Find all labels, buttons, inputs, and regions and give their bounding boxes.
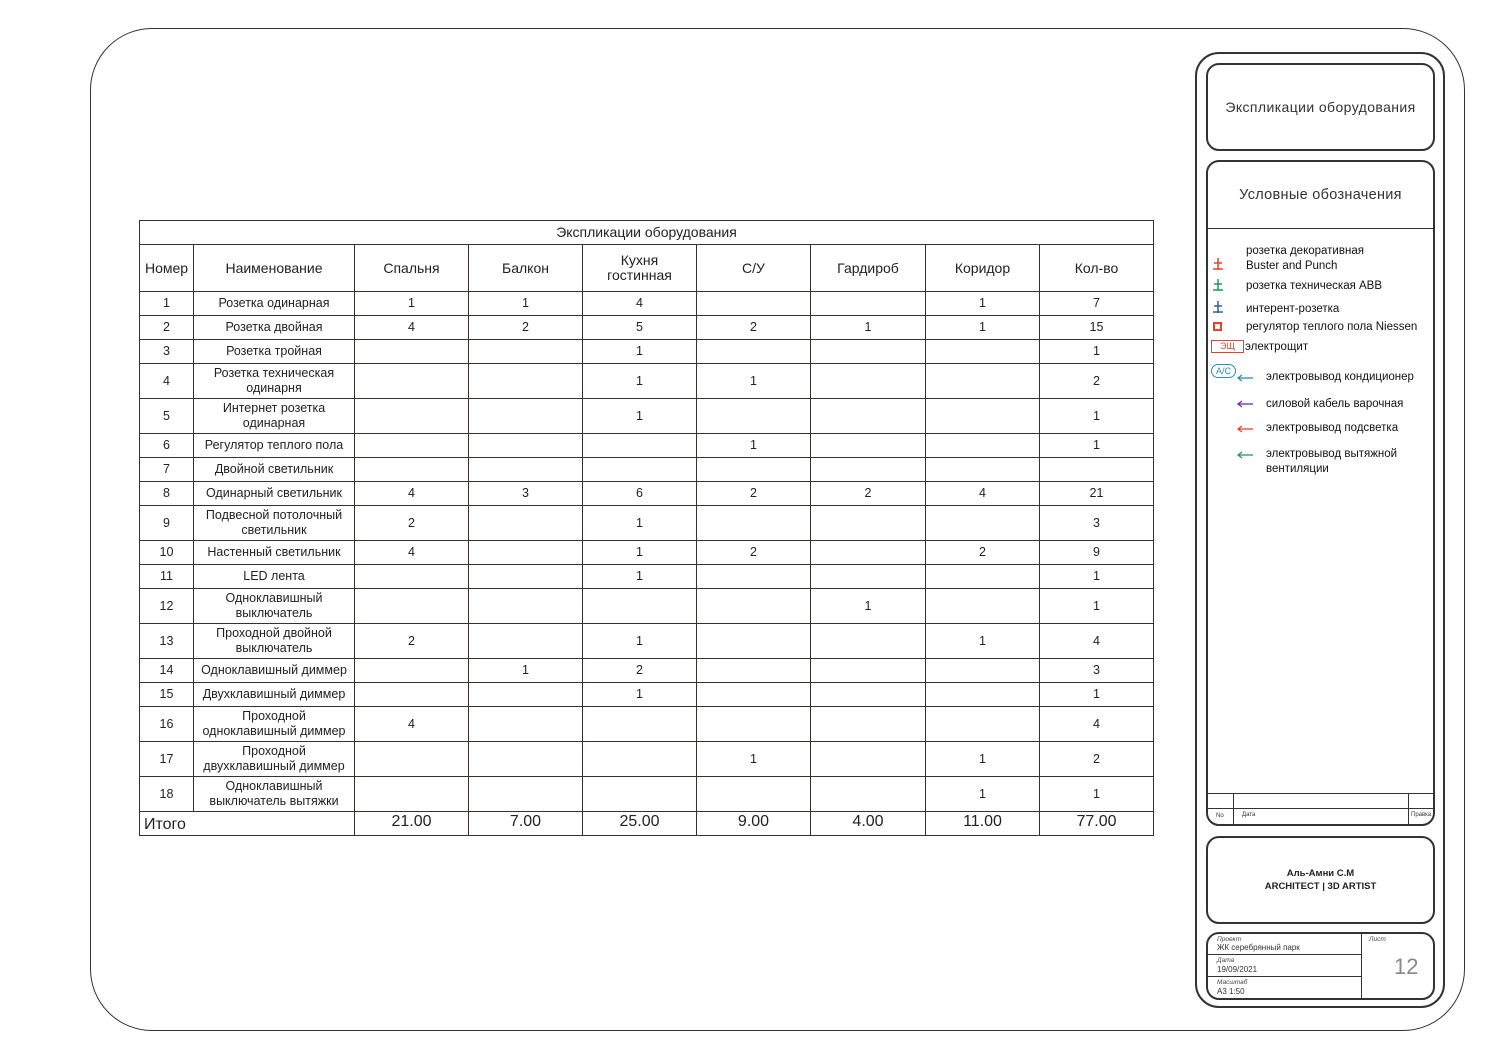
row-number: 6 <box>140 434 194 458</box>
cell-value <box>697 458 811 482</box>
legend-label: розетка техническая ABB <box>1246 280 1383 292</box>
cell-value <box>697 683 811 707</box>
row-name: Проходной двойной выключатель <box>194 624 355 659</box>
sheet-title: Экспликации оборудования <box>1206 63 1435 151</box>
decorative-socket-icon <box>1213 258 1223 270</box>
cell-value: 2 <box>811 482 926 506</box>
row-name: Розетка двойная <box>194 316 355 340</box>
cell-value <box>355 777 469 812</box>
row-name: Подвесной потолочный светильник <box>194 506 355 541</box>
legend-panel <box>1206 160 1435 826</box>
cell-value <box>355 565 469 589</box>
cell-value <box>926 434 1040 458</box>
total-cell: 77.00 <box>1040 812 1154 836</box>
cell-value: 1 <box>697 364 811 399</box>
cell-value: 3 <box>469 482 583 506</box>
cell-value: 7 <box>1040 292 1154 316</box>
total-label: Итого <box>140 812 355 836</box>
cell-value: 1 <box>926 316 1040 340</box>
row-name: Одноклавишный диммер <box>194 659 355 683</box>
cell-value: 2 <box>355 506 469 541</box>
col-header: Кухня гостинная <box>583 245 697 292</box>
legend-label: электровывод вытяжной <box>1266 448 1398 460</box>
col-header: Балкон <box>469 245 583 292</box>
sheet-label: Лист <box>1369 936 1386 943</box>
cell-value: 1 <box>811 316 926 340</box>
cell-value <box>926 589 1040 624</box>
cell-value <box>926 683 1040 707</box>
row-name: Проходной одноклавишный диммер <box>194 707 355 742</box>
table-row <box>140 340 1154 364</box>
cell-value: 4 <box>355 541 469 565</box>
project-label: Проект <box>1217 936 1242 943</box>
revision-row <box>1208 793 1433 824</box>
row-number: 8 <box>140 482 194 506</box>
table-row <box>140 683 1154 707</box>
col-header: Спальня <box>355 245 469 292</box>
legend-label: силовой кабель варочная <box>1266 398 1404 410</box>
table-row <box>140 589 1154 624</box>
row-number: 12 <box>140 589 194 624</box>
author-role: ARCHITECT | 3D ARTIST <box>1264 881 1377 892</box>
date-label: Дата <box>1217 957 1235 964</box>
row-number: 10 <box>140 541 194 565</box>
cell-value: 2 <box>697 316 811 340</box>
cell-value: 2 <box>697 541 811 565</box>
cell-value <box>469 565 583 589</box>
cell-value <box>469 399 583 434</box>
table-row <box>140 506 1154 541</box>
total-cell: 4.00 <box>811 812 926 836</box>
ac-outlet-icon: A/C <box>1211 364 1236 378</box>
cell-value <box>469 434 583 458</box>
cell-value: 1 <box>583 541 697 565</box>
cell-value <box>469 541 583 565</box>
row-name: Розетка техническая одинарня <box>194 364 355 399</box>
cell-value: 21 <box>1040 482 1154 506</box>
cell-value <box>355 364 469 399</box>
cell-value <box>583 777 697 812</box>
electrical-panel-icon: ЭЩ <box>1211 340 1244 353</box>
cell-value <box>355 458 469 482</box>
cell-value <box>469 742 583 777</box>
table-row <box>140 316 1154 340</box>
cell-value: 2 <box>1040 742 1154 777</box>
cell-value: 9 <box>1040 541 1154 565</box>
cell-value: 4 <box>355 707 469 742</box>
cell-value <box>469 777 583 812</box>
row-number: 11 <box>140 565 194 589</box>
cell-value: 1 <box>583 565 697 589</box>
cell-value <box>1040 458 1154 482</box>
cell-value: 4 <box>355 482 469 506</box>
cell-value <box>697 340 811 364</box>
cell-value <box>583 434 697 458</box>
total-cell: 11.00 <box>926 812 1040 836</box>
cell-value <box>811 565 926 589</box>
legend-label: интерент-розетка <box>1246 303 1340 315</box>
cell-value <box>583 589 697 624</box>
table-row <box>140 742 1154 777</box>
row-name: Одноклавишный выключатель вытяжки <box>194 777 355 812</box>
col-header: Номер <box>140 245 194 292</box>
row-name: Двойной светильник <box>194 458 355 482</box>
row-number: 7 <box>140 458 194 482</box>
cell-value <box>469 589 583 624</box>
cell-value <box>811 659 926 683</box>
cell-value <box>469 458 583 482</box>
table-row <box>140 541 1154 565</box>
cell-value <box>811 624 926 659</box>
table-row <box>140 707 1154 742</box>
cell-value: 2 <box>926 541 1040 565</box>
cell-value <box>811 541 926 565</box>
cell-value: 15 <box>1040 316 1154 340</box>
cell-value: 1 <box>1040 777 1154 812</box>
scale-value: А3 1:50 <box>1217 987 1245 996</box>
scale-label: Масштаб <box>1217 979 1248 986</box>
row-name: Розетка одинарная <box>194 292 355 316</box>
cell-value: 1 <box>926 742 1040 777</box>
cell-value <box>811 292 926 316</box>
cell-value <box>811 777 926 812</box>
cell-value: 3 <box>1040 506 1154 541</box>
floor-heating-regulator-icon <box>1213 322 1222 331</box>
cell-value: 3 <box>1040 659 1154 683</box>
cell-value <box>697 777 811 812</box>
col-header: Наименование <box>194 245 355 292</box>
table-row <box>140 292 1154 316</box>
cell-value <box>355 659 469 683</box>
rev-edit-label: Правка <box>1411 812 1432 818</box>
cell-value <box>697 707 811 742</box>
row-number: 15 <box>140 683 194 707</box>
cell-value <box>926 506 1040 541</box>
col-header: Коридор <box>926 245 1040 292</box>
table-row <box>140 458 1154 482</box>
cell-value <box>469 340 583 364</box>
cell-value <box>811 364 926 399</box>
cell-value: 1 <box>811 589 926 624</box>
cell-value: 1 <box>697 434 811 458</box>
row-number: 16 <box>140 707 194 742</box>
cell-value: 1 <box>583 506 697 541</box>
cell-value <box>469 624 583 659</box>
row-number: 1 <box>140 292 194 316</box>
cell-value <box>469 683 583 707</box>
legend-label: регулятор теплого пола Niessen <box>1246 321 1418 333</box>
rev-date-label: Дата <box>1242 812 1256 818</box>
legend-label: розетка декоративная <box>1246 245 1364 257</box>
legend-label: электровывод кондиционер <box>1266 371 1414 383</box>
cell-value: 4 <box>926 482 1040 506</box>
cell-value: 1 <box>1040 589 1154 624</box>
cell-value: 1 <box>469 292 583 316</box>
row-number: 18 <box>140 777 194 812</box>
total-cell: 7.00 <box>469 812 583 836</box>
cell-value <box>926 707 1040 742</box>
total-cell: 25.00 <box>583 812 697 836</box>
power-cable-arrow-icon <box>1236 400 1254 408</box>
row-name: Розетка тройная <box>194 340 355 364</box>
row-name: Интернет розетка одинарная <box>194 399 355 434</box>
cell-value <box>926 565 1040 589</box>
legend-label: электрощит <box>1245 341 1309 353</box>
cell-value: 1 <box>355 292 469 316</box>
cell-value: 1 <box>926 777 1040 812</box>
cell-value <box>355 340 469 364</box>
legend-title: Условные обозначения <box>1208 162 1433 229</box>
row-name: Проходной двухклавишный диммер <box>194 742 355 777</box>
table-row <box>140 434 1154 458</box>
sheet-number: 12 <box>1394 954 1419 979</box>
cell-value: 1 <box>1040 340 1154 364</box>
row-number: 14 <box>140 659 194 683</box>
cell-value: 1 <box>926 624 1040 659</box>
row-number: 5 <box>140 399 194 434</box>
cell-value <box>811 742 926 777</box>
author-panel <box>1206 836 1435 924</box>
table-row <box>140 777 1154 812</box>
technical-socket-icon <box>1213 279 1223 291</box>
cell-value <box>355 589 469 624</box>
row-number: 9 <box>140 506 194 541</box>
cell-value <box>697 589 811 624</box>
cell-value: 4 <box>1040 707 1154 742</box>
cell-value: 1 <box>583 364 697 399</box>
col-header: С/У <box>697 245 811 292</box>
project-info-panel <box>1206 932 1435 1000</box>
cell-value: 5 <box>583 316 697 340</box>
cell-value: 6 <box>583 482 697 506</box>
row-name: Настенный светильник <box>194 541 355 565</box>
cell-value: 4 <box>355 316 469 340</box>
equipment-table <box>139 220 1154 836</box>
cell-value <box>811 707 926 742</box>
legend-label: Buster and Punch <box>1246 260 1338 272</box>
cell-value <box>811 434 926 458</box>
row-number: 17 <box>140 742 194 777</box>
row-name: Одинарный светильник <box>194 482 355 506</box>
cell-value <box>355 683 469 707</box>
row-name: Одноклавишный выключатель <box>194 589 355 624</box>
table-row <box>140 399 1154 434</box>
legend-label: электровывод подсветка <box>1266 422 1399 434</box>
cell-value: 1 <box>1040 565 1154 589</box>
ac-arrow-icon <box>1236 374 1254 382</box>
date-value: 19/09/2021 <box>1217 965 1258 974</box>
cell-value: 1 <box>1040 683 1154 707</box>
cell-value <box>926 399 1040 434</box>
cell-value: 1 <box>583 624 697 659</box>
row-name: Двухклавишный диммер <box>194 683 355 707</box>
totals-row <box>140 812 1154 836</box>
rev-no-label: No <box>1216 813 1224 819</box>
table-row <box>140 364 1154 399</box>
internet-socket-icon <box>1213 301 1223 313</box>
cell-value: 2 <box>469 316 583 340</box>
cell-value <box>926 340 1040 364</box>
cell-value: 1 <box>1040 434 1154 458</box>
total-cell: 9.00 <box>697 812 811 836</box>
total-cell: 21.00 <box>355 812 469 836</box>
cell-value: 1 <box>697 742 811 777</box>
row-number: 2 <box>140 316 194 340</box>
table-row <box>140 624 1154 659</box>
cell-value <box>811 340 926 364</box>
cell-value: 1 <box>583 340 697 364</box>
cell-value <box>355 742 469 777</box>
cell-value <box>697 565 811 589</box>
col-header: Гардироб <box>811 245 926 292</box>
cell-value: 4 <box>583 292 697 316</box>
row-name: Регулятор теплого пола <box>194 434 355 458</box>
table-row <box>140 565 1154 589</box>
table-header-row <box>140 245 1154 292</box>
cell-value <box>926 458 1040 482</box>
cell-value: 2 <box>697 482 811 506</box>
cell-value <box>583 707 697 742</box>
cell-value <box>355 434 469 458</box>
author-name: Аль-Амни С.М <box>1286 868 1355 879</box>
col-header: Кол-во <box>1040 245 1154 292</box>
row-number: 13 <box>140 624 194 659</box>
cell-value <box>469 364 583 399</box>
cell-value <box>697 659 811 683</box>
cell-value: 1 <box>583 399 697 434</box>
cell-value <box>697 506 811 541</box>
cell-value: 1 <box>583 683 697 707</box>
cell-value <box>469 707 583 742</box>
cell-value: 1 <box>469 659 583 683</box>
cell-value <box>355 399 469 434</box>
row-name: LED лента <box>194 565 355 589</box>
cell-value <box>583 742 697 777</box>
cell-value <box>926 659 1040 683</box>
row-number: 3 <box>140 340 194 364</box>
cell-value <box>811 458 926 482</box>
lighting-outlet-arrow-icon <box>1236 425 1254 433</box>
cell-value <box>697 624 811 659</box>
cell-value <box>469 506 583 541</box>
cell-value <box>811 399 926 434</box>
cell-value <box>697 292 811 316</box>
ventilation-outlet-arrow-icon <box>1236 451 1254 459</box>
cell-value: 4 <box>1040 624 1154 659</box>
cell-value <box>583 458 697 482</box>
cell-value: 1 <box>1040 399 1154 434</box>
cell-value: 2 <box>1040 364 1154 399</box>
cell-value <box>926 364 1040 399</box>
cell-value: 1 <box>926 292 1040 316</box>
project-value: ЖК серебрянный парк <box>1217 943 1300 952</box>
table-row <box>140 659 1154 683</box>
cell-value: 2 <box>355 624 469 659</box>
legend-label: вентиляции <box>1266 463 1329 475</box>
table-title: Экспликации оборудования <box>140 221 1154 245</box>
cell-value <box>811 506 926 541</box>
cell-value <box>811 683 926 707</box>
row-number: 4 <box>140 364 194 399</box>
table-row <box>140 482 1154 506</box>
cell-value: 2 <box>583 659 697 683</box>
cell-value <box>697 399 811 434</box>
